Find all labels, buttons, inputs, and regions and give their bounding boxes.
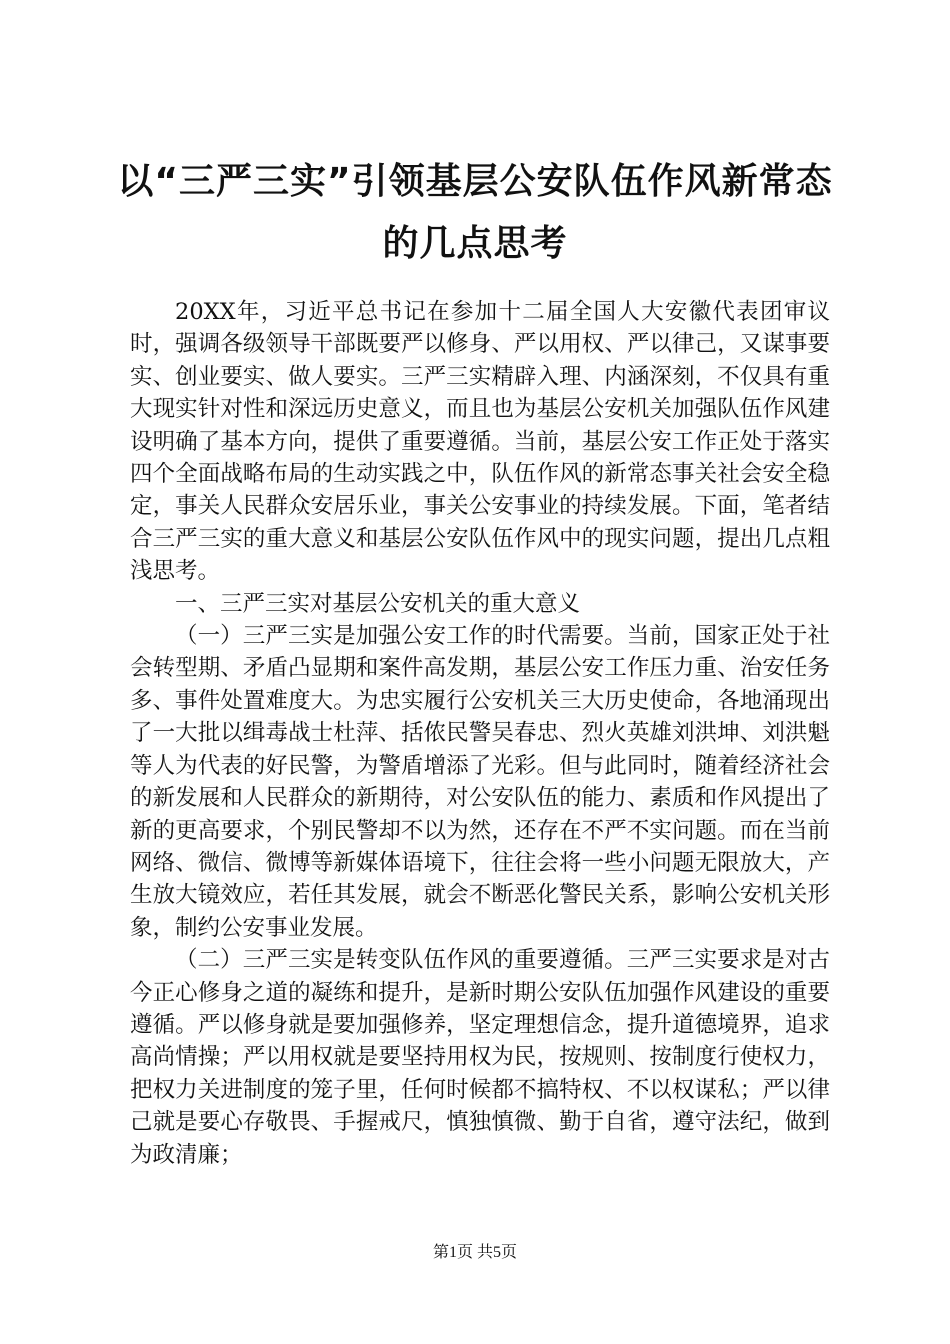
section-heading-1: 一、三严三实对基层公安机关的重大意义 [175,590,581,617]
paragraph-point-1: （一）三严三实是加强公安工作的时代需要。当前，国家正处于社会转型期、矛盾凸显期和案件高发期，基层公安工作压力重、治安任务多、事件处置难度大。为忠实履行公安机关三大历史使命，各地涌现出了一大批以缉毒战士杜萍、括侬民警吴春忠、烈火英雄刘洪坤、刘洪魁等人为代表的好民警，为警盾增添了光彩。但与此同时，随着经济社会的新发展和人民群众的新期待，对公安队伍的能力、素质和作风提出了新的更高要求，个别民警却不以为然，还存在不严不实问题。而在当前网络、微信、微博等新媒体语境下，往往会将一些小问题无限放大，产生放大镜效应，若任其发展，就会不断恶化警民关系，影响公安机关形象，制约公安事业发展。 [130,623,830,941]
document-title-line-1: 以“三严三实”引领基层公安队伍作风新常态 [117,161,833,202]
document-body [130,296,830,1171]
paragraph-intro: 20XX年，习近平总书记在参加十二届全国人大安徽代表团审议时，强调各级领导干部既要严以修身、严以用权、严以律己，又谋事要实、创业要实、做人要实。三严三实精辟入理、内涵深刻，不仅具有重大现实针对性和深远历史意义，而且也为基层公安机关加强队伍作风建设明确了基本方向，提供了重要遵循。当前，基层公安工作正处于落实四个全面战略布局的生动实践之中，队伍作风的新常态事关社会安全稳定，事关人民群众安居乐业，事关公安事业的持续发展。下面，笔者结合三严三实的重大意义和基层公安队伍作风中的现实问题，提出几点粗浅思考。 [130,299,830,585]
paragraph-point-2: （二）三严三实是转变队伍作风的重要遵循。三严三实要求是对古今正心修身之道的凝练和提升，是新时期公安队伍加强作风建设的重要遵循。严以修身就是要加强修养，坚定理想信念，提升道德境界，追求高尚情操；严以用权就是要坚持用权为民，按规则、按制度行使权力，把权力关进制度的笼子里，任何时候都不搞特权、不以权谋私；严以律己就是要心存敬畏、手握戒尺，慎独慎微、勤于自省，遵守法纪，做到为政清廉； [130,947,830,1168]
document-title-line-2: 的几点思考 [382,223,568,264]
page-footer: 第1页 共5页 [432,1244,517,1261]
